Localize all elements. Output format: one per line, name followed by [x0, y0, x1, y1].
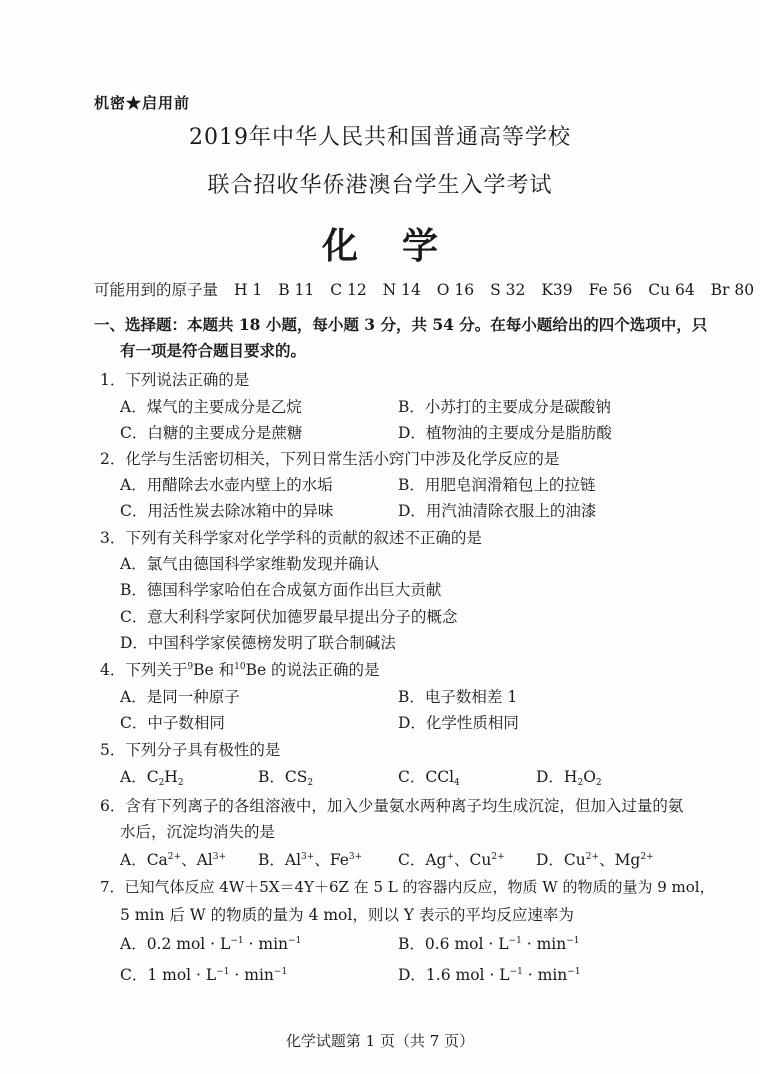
question-2-stem: 2．化学与生活密切相关，下列日常生活小窍门中涉及化学反应的是	[100, 450, 560, 468]
exponent: −1	[273, 967, 288, 977]
exponent: −1	[230, 936, 244, 946]
q2-option-a: A．用醋除去水壶内壁上的水垢	[120, 476, 333, 494]
question-6-stem-cont: 水后，沉淀均消失的是	[120, 823, 276, 841]
atomic-mass-item: S 32	[490, 281, 526, 299]
atomic-mass-item: Fe 56	[588, 281, 633, 299]
section-heading-cont: 有一项是符合题目要求的。	[120, 341, 307, 360]
q6-option-a	[120, 848, 226, 870]
q1-option-d: D．植物油的主要成分是脂肪酸	[398, 424, 612, 442]
q4-option-a: A．是同一种原子	[120, 688, 240, 706]
question-4-stem	[100, 658, 380, 680]
q5-option-d	[536, 765, 602, 788]
subscript: 2	[177, 778, 184, 788]
q4-stem-part: 4．下列关于	[100, 661, 188, 679]
q5-d-text: D．H	[536, 768, 578, 786]
q2-option-c: C．用活性炭去除冰箱中的异味	[120, 502, 334, 520]
exponent: −1	[288, 936, 302, 946]
question-6-stem: 6．含有下列离子的各组溶液中，加入少量氨水两种离子均生成沉淀，但加入过量的氨	[100, 797, 684, 815]
q3-option-a: A．氯气由德国科学家维勒发现并确认	[120, 555, 380, 573]
exponent: −1	[508, 936, 522, 946]
q7-option-a	[120, 932, 301, 954]
atomic-mass-item: H 1	[233, 281, 263, 299]
ion: B．Al	[258, 851, 302, 869]
q3-option-b: B．德国科学家哈伯在合成氨方面作出巨大贡献	[120, 581, 442, 599]
q6-option-c	[398, 848, 505, 870]
q4-option-b: B．电子数相差 1	[398, 688, 518, 706]
atomic-mass-item: B 11	[278, 281, 315, 299]
exponent: −1	[509, 967, 523, 977]
rate-unit: · min	[522, 966, 568, 984]
q5-d-text: O	[583, 768, 596, 786]
rate-value: D．1.6 mol · L	[398, 966, 510, 984]
subscript: 4	[454, 778, 460, 788]
exponent: −1	[216, 967, 230, 977]
exponent: −1	[566, 936, 580, 946]
rate-value: C．1 mol · L	[120, 966, 217, 984]
charge: 2+	[167, 852, 182, 862]
question-1-stem: 1．下列说法正确的是	[100, 371, 250, 389]
subscript: 2	[577, 778, 584, 788]
page-footer: 化学试题第 1 页（共 7 页）	[285, 1032, 475, 1050]
exponent: −1	[567, 967, 581, 977]
question-7-stem-cont: 5 min 后 W 的物质的量为 4 mol，则以 Y 表示的平均反应速率为	[120, 906, 574, 924]
question-5-stem: 5．下列分子具有极性的是	[100, 741, 281, 759]
atomic-mass-item: C 12	[330, 281, 367, 299]
ion: 、Fe	[314, 851, 349, 869]
q4-stem-part: Be 和	[193, 661, 235, 679]
ion: D．Cu	[536, 851, 586, 869]
q1-option-c: C．白糖的主要成分是蔗糖	[120, 424, 303, 442]
section-heading: 一、选择题：本题共 18 小题，每小题 3 分，共 54 分。在每小题给出的四个选项中，只	[94, 315, 708, 334]
ion: 、Mg	[599, 851, 641, 869]
q3-option-d: D．中国科学家侯德榜发明了联合制碱法	[120, 634, 396, 652]
rate-value: A．0.2 mol · L	[120, 935, 231, 953]
q7-option-d	[398, 963, 581, 985]
exam-title-line2: 联合招收华侨港澳台学生入学考试	[207, 173, 553, 198]
atomic-mass-item: O 16	[436, 281, 475, 299]
q6-option-d	[536, 848, 654, 870]
atomic-mass-item: K39	[541, 281, 573, 299]
q4-mass-number: 10	[234, 662, 246, 672]
q5-option-a	[120, 765, 184, 788]
q7-option-b	[398, 932, 580, 954]
charge: 2+	[491, 852, 505, 862]
subscript: 2	[595, 778, 602, 788]
q5-option-c	[398, 765, 460, 788]
q4-mass-number: 9	[187, 662, 194, 672]
ion: A．Ca	[120, 851, 168, 869]
atomic-masses	[94, 278, 760, 300]
q5-option-b	[258, 765, 313, 788]
charge: 2+	[585, 852, 600, 862]
q4-option-c: C．中子数相同	[120, 714, 225, 732]
atomic-mass-item: Br 80	[710, 281, 755, 299]
q1-option-a: A．煤气的主要成分是乙烷	[120, 398, 302, 416]
ion: 、Al	[181, 851, 213, 869]
subscript: 2	[158, 778, 165, 788]
question-3-stem: 3．下列有关科学家对化学学科的贡献的叙述不正确的是	[100, 529, 482, 547]
charge: 3+	[301, 852, 315, 862]
charge: 3+	[348, 852, 363, 862]
q2-option-d: D．用汽油清除衣服上的油漆	[398, 502, 597, 520]
rate-unit: · min	[521, 935, 567, 953]
exam-title-line1: 2019年中华人民共和国普通高等学校	[189, 125, 571, 150]
q5-a-text: H	[164, 768, 178, 786]
q6-option-b	[258, 848, 362, 870]
q5-a-text: A．C	[120, 768, 159, 786]
atomic-mass-item: N 14	[382, 281, 421, 299]
subject-title: 化学	[321, 225, 482, 267]
rate-value: B．0.6 mol · L	[398, 935, 509, 953]
question-7-stem: 7．已知气体反应 4W＋5X＝4Y＋6Z 在 5 L 的容器内反应，物质 W 的物质的量为 9 mol，	[100, 878, 715, 896]
atomic-masses-label: 可能用到的原子量	[94, 281, 219, 299]
q5-c-text: C．CCl	[398, 768, 455, 786]
rate-unit: · min	[229, 966, 274, 984]
charge: 3+	[212, 852, 227, 862]
q3-option-c: C．意大利科学家阿伏加德罗最早提出分子的概念	[120, 608, 458, 626]
ion: C．Ag	[398, 851, 447, 869]
q4-stem-part: Be 的说法正确的是	[245, 661, 380, 679]
subscript: 2	[307, 778, 314, 788]
q5-b-text: B．CS	[258, 768, 308, 786]
q7-option-c	[120, 963, 287, 985]
rate-unit: · min	[243, 935, 289, 953]
q1-option-b: B．小苏打的主要成分是碳酸钠	[398, 398, 611, 416]
ion: 、Cu	[454, 851, 492, 869]
atomic-mass-item: Cu 64	[648, 281, 695, 299]
confidential-label: 机密★启用前	[94, 94, 191, 112]
charge: 2+	[640, 852, 654, 862]
q2-option-b: B．用肥皂润滑箱包上的拉链	[398, 476, 596, 494]
q4-option-d: D．化学性质相同	[398, 714, 519, 732]
charge: +	[446, 852, 455, 862]
